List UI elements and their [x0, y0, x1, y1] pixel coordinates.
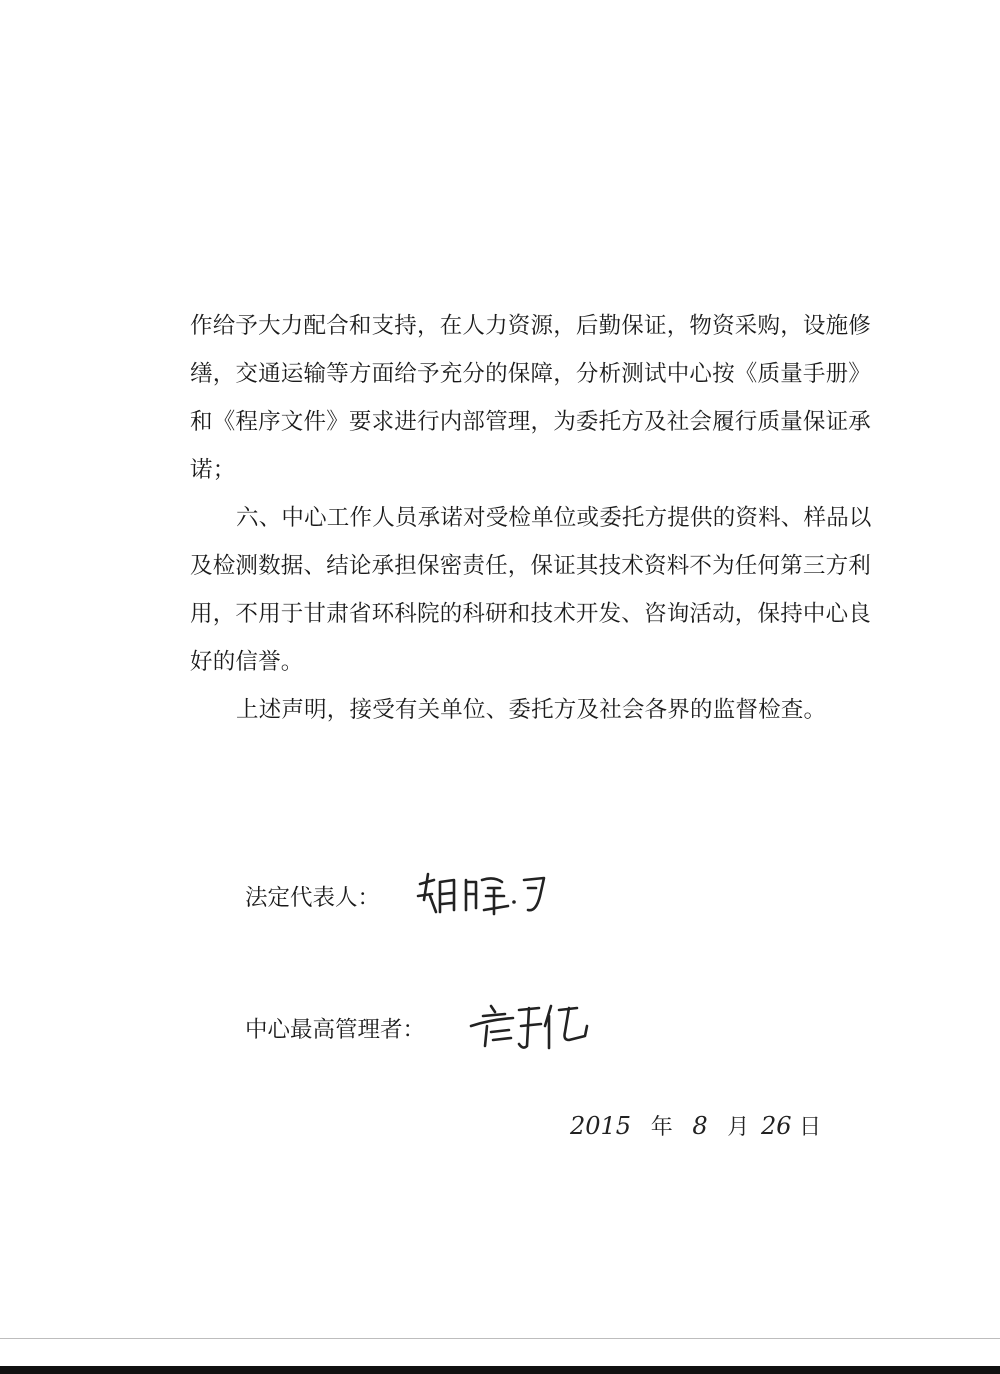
handwritten-signature-icon	[410, 866, 560, 922]
date-day-unit: 日	[799, 1115, 822, 1140]
scan-divider-line	[0, 1338, 1000, 1339]
paragraph-line: 和《程序文件》要求进行内部管理，为委托方及社会履行质量保证承	[190, 409, 872, 435]
date-day: 26	[760, 1112, 792, 1140]
paragraph-line: 作给予大力配合和支持，在人力资源，后勤保证，物资采购，设施修	[190, 313, 872, 339]
paragraph-line: 诺；	[190, 457, 236, 483]
paragraph-line: 六、中心工作人员承诺对受检单位或委托方提供的资料、样品以	[236, 505, 872, 531]
paragraph-line: 缮，交通运输等方面给予充分的保障，分析测试中心按《质量手册》	[190, 361, 872, 387]
date-year-unit: 年	[650, 1115, 673, 1140]
legal-representative-label: 法定代表人：	[245, 885, 381, 911]
center-manager-signature	[465, 996, 605, 1060]
date-month-unit: 月	[727, 1115, 750, 1140]
signing-date	[570, 1110, 821, 1141]
paragraph-line: 及检测数据、结论承担保密责任，保证其技术资料不为任何第三方利	[190, 553, 872, 579]
document-body	[190, 302, 872, 734]
date-month: 8	[692, 1112, 708, 1140]
legal-representative-signature	[410, 866, 560, 926]
paragraph-line: 上述声明，接受有关单位、委托方及社会各界的监督检查。	[236, 697, 827, 723]
date-year: 2015	[570, 1112, 632, 1140]
center-manager-row	[245, 996, 605, 1060]
paragraph-line: 用，不用于甘肃省环科院的科研和技术开发、咨询活动，保持中心良	[190, 601, 872, 627]
handwritten-signature-icon	[465, 996, 605, 1056]
scan-bottom-edge	[0, 1366, 1000, 1374]
center-manager-label: 中心最高管理者：	[245, 1017, 426, 1043]
legal-representative-row	[245, 866, 560, 926]
paragraph-line: 好的信誉。	[190, 649, 304, 675]
